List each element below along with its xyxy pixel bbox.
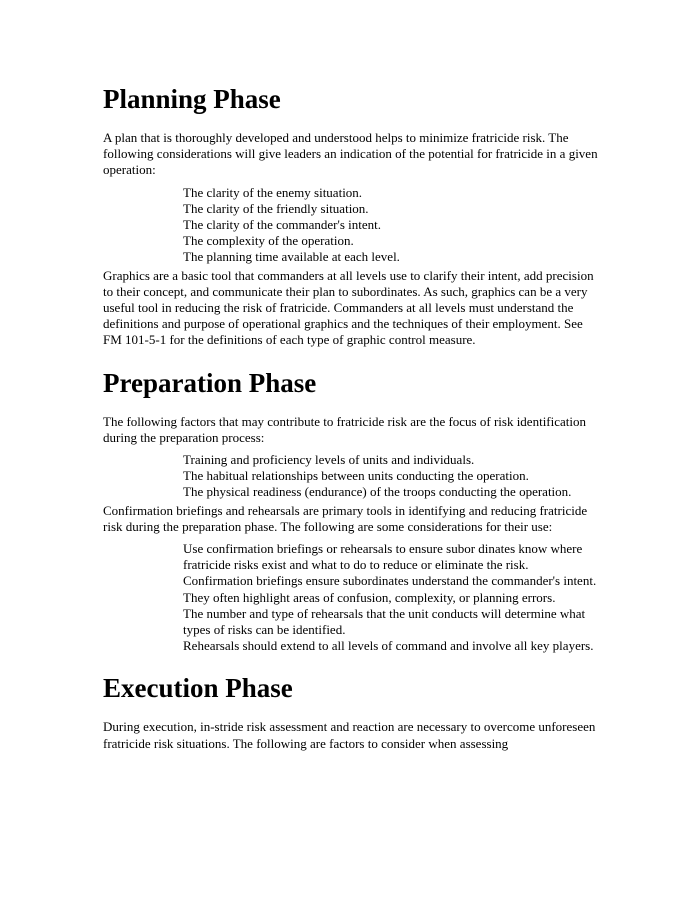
preparation-phase-heading: Preparation Phase	[103, 367, 317, 398]
document-page	[103, 83, 598, 752]
preparation-intro-paragraph: The following factors that may contribute to fratricide risk are the focus of risk identification during the preparation process:	[103, 413, 587, 445]
list-item: The complexity of the operation.	[183, 233, 354, 249]
list-item: The clarity of the commander's intent.	[183, 217, 381, 233]
execution-phase-heading: Execution Phase	[103, 673, 293, 704]
preparation-factors-list	[103, 452, 598, 501]
list-item: Confirmation briefings ensure subordinates understand the commander's intent. They often highlight areas of confusion, complexity, or planning errors.	[183, 573, 597, 605]
list-item: Use confirmation briefings or rehearsals to ensure subor dinates know where fratricide risks exist and what to do to reduce or eliminate the risk.	[183, 541, 583, 573]
list-item: The physical readiness (endurance) of the troops conducting the operation.	[183, 484, 572, 500]
list-item: The clarity of the enemy situation.	[183, 184, 363, 200]
list-item: The planning time available at each level.	[183, 249, 400, 265]
list-item: The clarity of the friendly situation.	[183, 200, 369, 216]
execution-intro-paragraph: During execution, in-stride risk assessment and reaction are necessary to overcome unforeseen fratricide risk situations. The following are factors to consider when assessing	[103, 719, 596, 751]
planning-intro-paragraph: A plan that is thoroughly developed and understood helps to minimize fratricide risk. The following considerations will give leaders an indication of the potential for fratricide in a given operation:	[103, 130, 598, 178]
planning-graphics-paragraph: Graphics are a basic tool that commanders at all levels use to clarify their intent, add precision to their concept, and communicate their plan to subordinates. As such, graphics can be a very useful tool in reducing the risk of fratricide. Commanders at all levels must understand the definitions and purpose of operational graphics and the techniques of their employment. See FM 101-5-1 for the definitions of each type of graphic control measure.	[103, 267, 594, 348]
planning-phase-heading: Planning Phase	[103, 84, 281, 114]
list-item: The number and type of rehearsals that the unit conducts will determine what types of risks can be identified.	[183, 605, 586, 638]
preparation-briefings-paragraph: Confirmation briefings and rehearsals are primary tools in identifying and reducing fratricide risk during the preparation phase. The following are some considerations for their use:	[103, 502, 588, 534]
list-item: The habitual relationships between units conducting the operation.	[183, 468, 529, 484]
list-item: Rehearsals should extend to all levels of command and involve all key players.	[183, 638, 594, 654]
planning-considerations-list	[103, 185, 598, 266]
list-item: Training and proficiency levels of units and individuals.	[183, 452, 475, 468]
preparation-considerations-list	[103, 541, 598, 654]
